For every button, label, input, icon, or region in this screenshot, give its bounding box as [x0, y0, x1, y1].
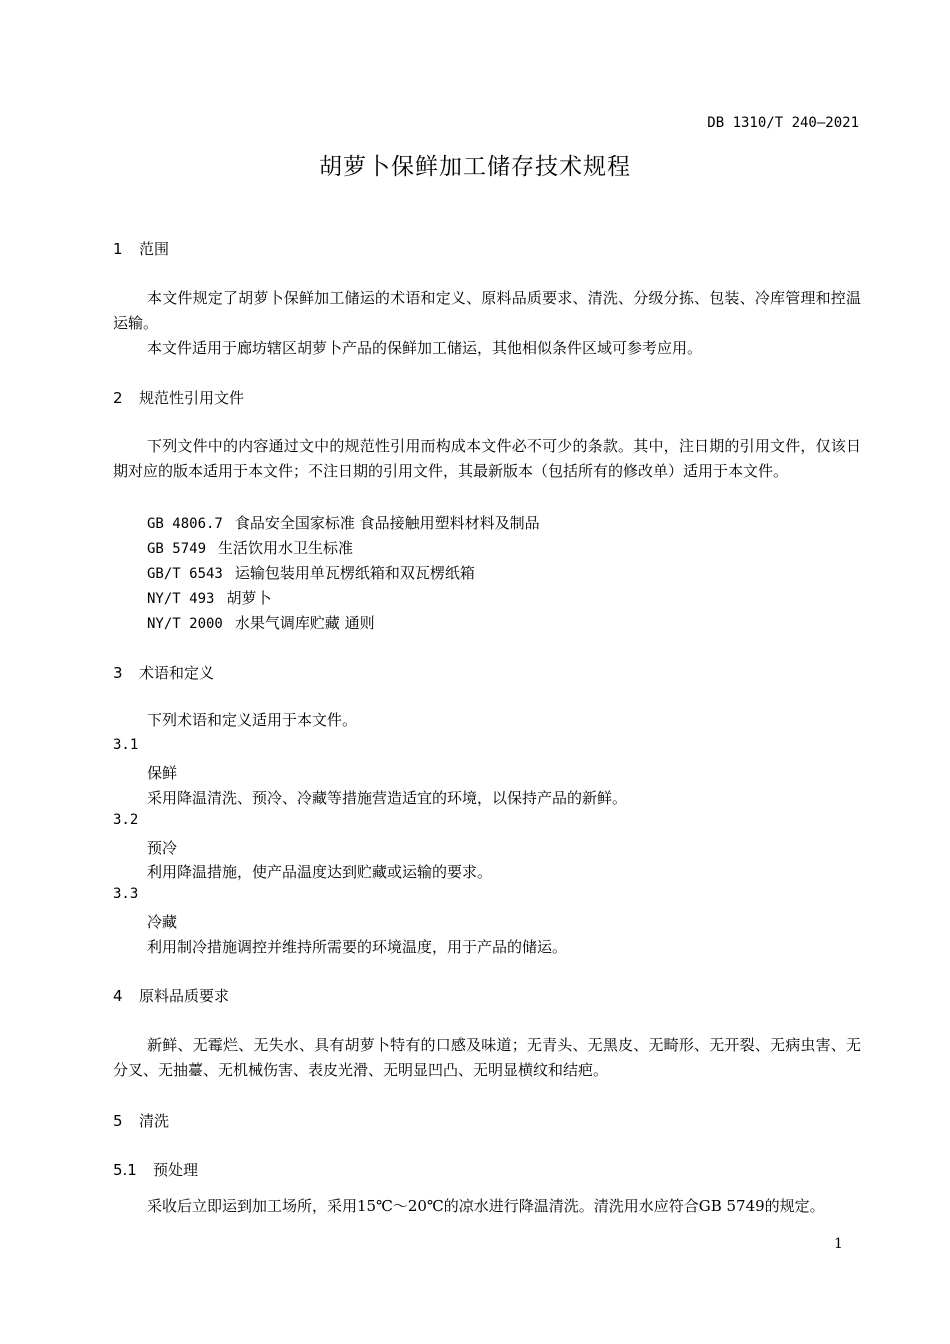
term-number: 3.1 [113, 737, 139, 753]
paragraph: 本文件适用于廊坊辖区胡萝卜产品的保鲜加工储运，其他相似条件区域可参考应用。 [147, 339, 703, 357]
section-heading-1: 1 范围 [113, 240, 170, 258]
term-definition: 采用降温清洗、预冷、冷藏等措施营造适宜的环境，以保持产品的新鲜。 [147, 789, 628, 807]
reference-item: GB 4806.7 食品安全国家标准 食品接触用塑料材料及制品 [147, 514, 540, 532]
reference-item: NY/T 493 胡萝卜 [147, 589, 272, 607]
term-name: 冷藏 [147, 913, 178, 931]
reference-item: NY/T 2000 水果气调库贮藏 通则 [147, 614, 375, 632]
term-name: 预冷 [147, 839, 178, 857]
subsection-heading-5-1: 5.1 预处理 [113, 1161, 199, 1179]
paragraph: 采收后立即运到加工场所，采用15℃～20℃的凉水进行降温清洗。清洗用水应符合GB 5749的规定。 [147, 1197, 825, 1215]
section-heading-4: 4 原料品质要求 [113, 987, 230, 1005]
reference-item: GB/T 6543 运输包装用单瓦楞纸箱和双瓦楞纸箱 [147, 564, 475, 582]
section-heading-5: 5 清洗 [113, 1112, 170, 1130]
page-number: 1 [834, 1236, 843, 1252]
reference-item: GB 5749 生活饮用水卫生标准 [147, 539, 354, 557]
paragraph: 下列术语和定义适用于本文件。 [147, 711, 358, 729]
term-name: 保鲜 [147, 764, 178, 782]
section-heading-3: 3 术语和定义 [113, 664, 215, 682]
section-heading-2: 2 规范性引用文件 [113, 389, 245, 407]
document-code: DB 1310/T 240—2021 [707, 115, 859, 131]
term-number: 3.3 [113, 886, 139, 902]
paragraph: 新鲜、无霉烂、无失水、具有胡萝卜特有的口感及味道；无青头、无黑皮、无畸形、无开裂、无病虫害、无分叉、无抽薹、无机械伤害、表皮光滑、无明显凹凸、无明显横纹和结疤。 [113, 1036, 861, 1079]
document-title: 胡萝卜保鲜加工储存技术规程 [319, 154, 631, 180]
term-definition: 利用降温措施，使产品温度达到贮藏或运输的要求。 [147, 863, 493, 881]
term-definition: 利用制冷措施调控并维持所需要的环境温度，用于产品的储运。 [147, 938, 568, 956]
paragraph: 本文件规定了胡萝卜保鲜加工储运的术语和定义、原料品质要求、清洗、分级分拣、包装、冷库管理和控温运输。 [113, 289, 861, 332]
term-number: 3.2 [113, 812, 139, 828]
paragraph: 下列文件中的内容通过文中的规范性引用而构成本文件必不可少的条款。其中，注日期的引用文件，仅该日期对应的版本适用于本文件；不注日期的引用文件，其最新版本（包括所有的修改单）适用于本文件。 [113, 437, 861, 480]
